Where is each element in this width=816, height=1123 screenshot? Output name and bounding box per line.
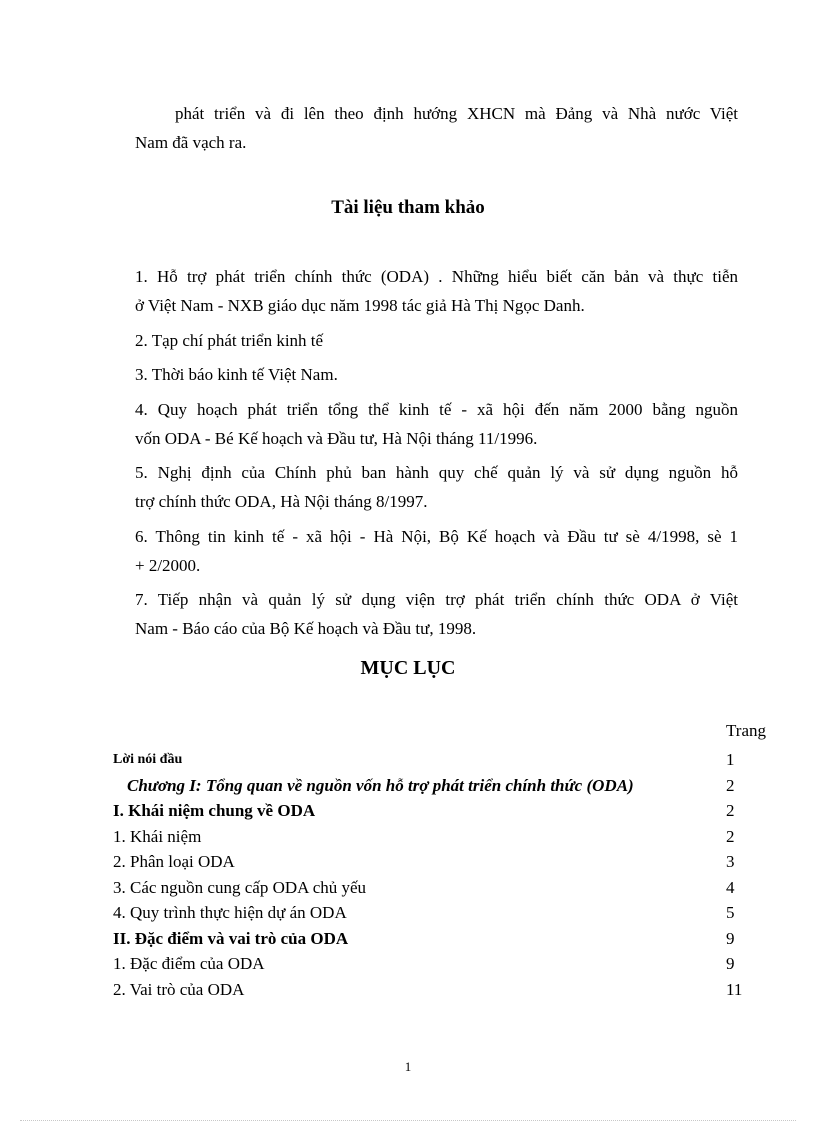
toc-row-title: I. Khái niệm chung về ODA (113, 801, 316, 820)
intro-line-2: Nam đã vạch ra. (135, 133, 247, 152)
toc-row-title: Lời nói đầu (113, 752, 183, 767)
reference-item-1-line-1: 1. Hỗ trợ phát triển chính thức (ODA) . Những hiểu biết căn bản và thực tiễn (135, 267, 738, 286)
toc-row-item (113, 824, 753, 850)
reference-item-7-line-2: Nam - Báo cáo của Bộ Kế hoạch và Đầu tư, 1998. (135, 619, 477, 638)
toc-row-title: 2. Vai trò của ODA (113, 979, 245, 999)
toc-row-title: 1. Khái niệm (113, 826, 202, 846)
reference-item-6-line-1: 6. Thông tin kinh tế - xã hội - Hà Nội, Bộ Kế hoạch và Đầu tư sè 4/1998, sè 1 (135, 526, 738, 546)
reference-item-4-line-2: vốn ODA - Bé Kế hoạch và Đầu tư, Hà Nội tháng 11/1996. (135, 428, 538, 448)
toc-page-header: Trang (726, 721, 766, 740)
toc-row-page: 2 (726, 826, 735, 846)
toc-row-title: II. Đặc điểm và vai trò của ODA (113, 928, 349, 948)
references-list (135, 262, 738, 649)
reference-item-1-line-2: ở Việt Nam - NXB giáo dục năm 1998 tác giả Hà Thị Ngọc Danh. (135, 296, 585, 315)
toc-row-item (113, 900, 753, 926)
toc-row-page: 4 (726, 877, 735, 897)
reference-item-7-line-1: 7. Tiếp nhận và quản lý sử dụng viện trợ phát triển chính thức ODA ở Việt (135, 590, 738, 609)
toc-row-page: 2 (726, 775, 735, 795)
toc-row-section-1 (113, 798, 753, 824)
toc-row-item (113, 977, 753, 1003)
intro-paragraph (135, 99, 738, 157)
reference-item-2-line-1: 2. Tạp chí phát triển kinh tế (135, 330, 324, 350)
toc-row-introduction (113, 747, 753, 773)
reference-item-3-line-1: 3. Thời báo kinh tế Việt Nam. (135, 365, 338, 384)
page-number: 1 (404, 1059, 412, 1074)
reference-item-3 (135, 360, 738, 389)
toc-row-title: 2. Phân loại ODA (113, 852, 235, 871)
reference-item-5-line-1: 5. Nghị định của Chính phủ ban hành quy chế quản lý và sử dụng nguồn hỗ (135, 463, 738, 482)
toc-title: MỤC LỤC (360, 657, 456, 679)
toc-row-title: 1. Đặc điểm của ODA (113, 954, 265, 973)
toc-row-section-2 (113, 926, 753, 952)
reference-item-6 (135, 522, 738, 580)
reference-item-6-line-2: + 2/2000. (135, 555, 201, 575)
toc-row-title: Chương I: Tổng quan về nguồn vốn hỗ trợ phát triển chính thức (ODA) (127, 775, 634, 795)
toc-row-chapter-1 (113, 773, 753, 799)
toc-row-page: 2 (726, 801, 735, 820)
table-of-contents (113, 747, 753, 1002)
toc-row-page: 9 (726, 928, 735, 948)
reference-item-1 (135, 262, 738, 320)
toc-row-page: 1 (726, 750, 735, 769)
reference-item-5 (135, 458, 738, 516)
toc-row-item (113, 875, 753, 901)
page-bottom-divider (20, 1120, 796, 1121)
reference-item-7 (135, 585, 738, 643)
toc-row-title: 3. Các nguồn cung cấp ODA chủ yếu (113, 877, 367, 897)
toc-row-item (113, 951, 753, 977)
reference-item-4-line-1: 4. Quy hoạch phát triển tổng thể kinh tế - xã hội đến năm 2000 bằng nguồn (135, 399, 738, 419)
reference-item-5-line-2: trợ chính thức ODA, Hà Nội tháng 8/1997. (135, 492, 428, 511)
toc-row-page: 3 (726, 852, 735, 871)
toc-row-page: 11 (726, 979, 743, 999)
toc-row-page: 5 (726, 903, 735, 922)
reference-item-4 (135, 395, 738, 453)
toc-row-title: 4. Quy trình thực hiện dự án ODA (113, 903, 347, 922)
references-title: Tài liệu tham khảo (331, 197, 485, 218)
toc-row-item (113, 849, 753, 875)
reference-item-2 (135, 326, 738, 355)
intro-line-1: phát triển và đi lên theo định hướng XHCN mà Đảng và Nhà nước Việt (175, 104, 738, 123)
toc-row-page: 9 (726, 954, 735, 973)
